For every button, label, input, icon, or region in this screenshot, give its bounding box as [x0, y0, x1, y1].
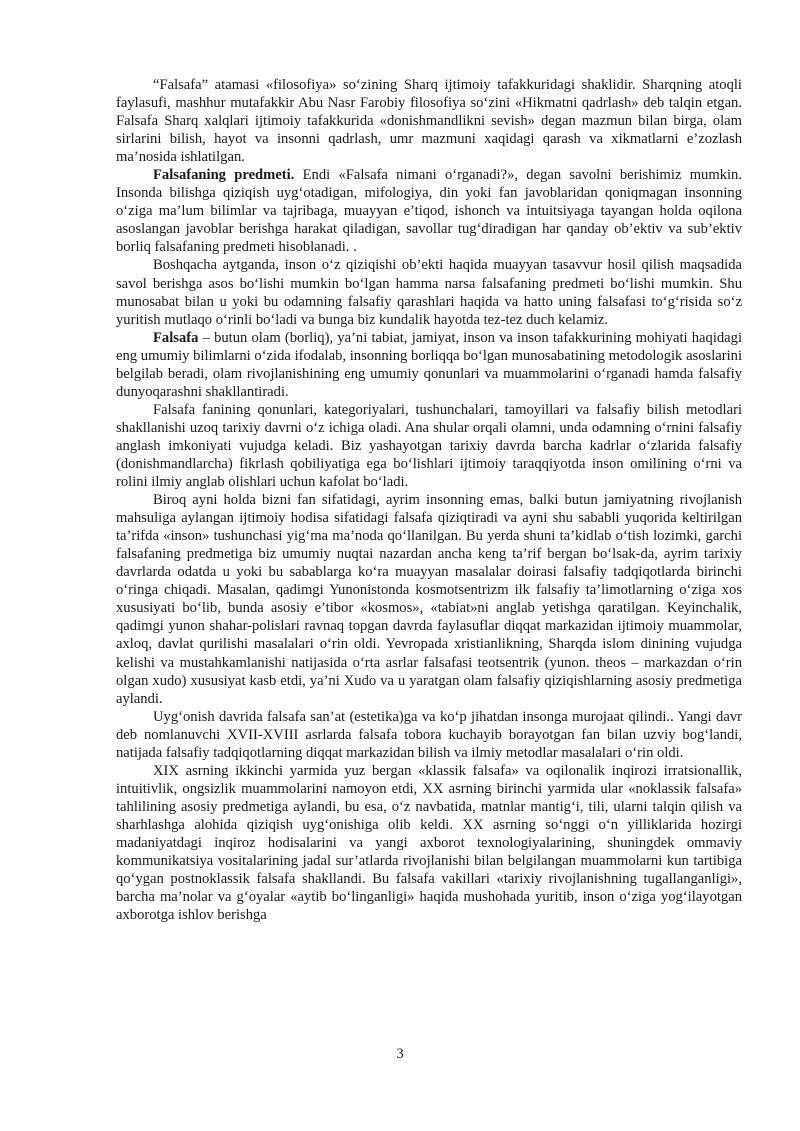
paragraph-7 [116, 708, 742, 762]
paragraph-8 [116, 762, 742, 924]
body-text [116, 76, 742, 924]
paragraph-2 [116, 166, 742, 256]
paragraph-8-text: XIX asrning ikkinchi yarmida yuz bergan «klassik falsafa» va oqilonalik inqirozi irratsionallik, intuitivlik, ongsizlik muammolarini namoyon etdi, XX asrning birinchi yarmida ular «noklassik falsafa» tahlilining asosiy predmetiga aylandi, bu esa, o‘z navbatida, matnlar mantig‘i, tili, ularni talqin qilish va sharhlashga alohida qiziqish uyg‘onishiga olib keldi. XX asrning so‘nggi o‘n yilliklarida hozirgi madaniyatdagi inqiroz hodisalarini va yangi axborot texnologiyalarining, shuningdek ommaviy kommunikatsiya vositalarining jadal sur’atlarda rivojlanishi bilan belgilangan muammolarni kun tartibiga qo‘ygan postnoklassik falsafa shakllandi. Bu falsafa vakillari «tarixiy rivojlanishning tugallanganligi», barcha ma’nolar va g‘oyalar «aytib bo‘linganligi» haqida mushohada yuritib, inson o‘ziga yog‘ilayotgan axborotga ishlov berishga [116, 762, 742, 924]
paragraph-5-text: Falsafa fanining qonunlari, kategoriyalari, tushunchalari, tamoyillari va falsafiy bilish metodlari shakllanishi uzoq tarixiy davrni o‘z ichiga oladi. Ana shular orqali olamni, unda odamning o‘rnini falsafiy anglash imkoniyati vujudga keladi. Biz yashayotgan tarixiy davrda barcha kadrlar o‘zlarida falsafiy (donishmandlarcha) fikrlash qobiliyatiga ega bo‘lishlari ijtimoiy taraqqiyotda inson omilining o‘rni va rolini ilmiy anglab olishlari uchun kafolat bo‘ladi. [116, 401, 742, 491]
paragraph-4-term: Falsafa [153, 329, 199, 346]
paragraph-3-text: Boshqacha aytganda, inson o‘z qiziqishi ob’ekti haqida muayyan tasavvur hosil qilish maqsadida savol berishga asos bo‘lishi mumkin bo‘lgan hamma narsa falsafaning predmeti bo‘lishi mumkin. Shu munosabat bilan u yoki bu odamning falsafiy qarashlari haqida va hatto uning falsafasi to‘g‘risida so‘z yuritish mutlaqo o‘rinli bo‘ladi va bunga biz kundalik hayotda tez-tez duch kelamiz. [116, 257, 742, 328]
paragraph-4-text: – butun olam (borliq), ya’ni tabiat, jamiyat, inson va inson tafakkurining mohiyati haqidagi eng umumiy bilimlarni o‘zida ifodalab, insonning borliqqa bo‘lgan munosabatining metodologik asoslarini belgilab beradi, olam rivojlanishining eng umumiy qonunlari va muammolarini o‘rganadi hamda falsafiy dunyoqarashni shakllantiradi. [116, 329, 742, 400]
paragraph-2-text: Endi «Falsafa nimani o‘rganadi?», degan savolni berishimiz mumkin. Insonda bilishga qiziqish uyg‘otadigan, mifologiya, din yoki fan javoblaridan qoniqmagan insonning o‘ziga ma’lum bilimlar va tajribaga, muayyan e’tiqod, ishonch va intuitsiyaga tayangan holda oqilona asoslangan javoblar berishga harakat qiladigan, savollar tug‘diradigan har qanday ob’ektiv va sub’ektiv borliq falsafaning predmeti hisoblanadi. . [116, 167, 742, 256]
paragraph-7-text: Uyg‘onish davrida falsafa san’at (estetika)ga va ko‘p jihatdan insonga murojaat qilindi.. Yangi davr deb nomlanuvchi XVII-XVIII asrlarda falsafa tobora kuchayib borayotgan fan bilan uzviy bog‘landi, natijada falsafiy tadqiqotlarning diqqat markazidan bilish va ilmiy metodlar masalalari o‘rin oldi. [116, 708, 742, 761]
paragraph-5 [116, 401, 742, 491]
page-number: 3 [396, 1046, 404, 1062]
paragraph-2-heading: Falsafaning predmeti. [153, 167, 295, 184]
paragraph-6-text: Biroq ayni holda bizni fan sifatidagi, ayrim insonning emas, balki butun jamiyatning rivojlanish mahsuliga aylangan ijtimoiy hodisa sifatidagi falsafa qiziqtiradi va ayni shu sababli yuqorida keltirilgan ta’rifda «inson» tushunchasi yig‘ma ma’noda qo‘llanilgan. Bu yerda shuni ta’kidlab o‘tish lozimki, garchi falsafaning predmetiga biz umumiy nuqtai nazardan ancha keng ta’rif bergan bo‘lsak-da, ayrim tarixiy davrlarda odatda u yoki bu sabablarga ko‘ra muayyan masalalar doirasi falsafiy tadqiqotlarda birinchi o‘ringa chiqadi. Masalan, qadimgi Yunonistonda kosmotsentrizm ilk falsafiy ta’limotlarning o‘ziga xos xususiyati bo‘lib, bunda asosiy e’tibor «kosmos», «tabiat»ni anglab yetishga qaratilgan. Keyinchalik, qadimgi yunon shahar-polislari ravnaq topgan davrda faylasuflar diqqat markazidan ijtimoiy muammolar, axloq, davlat qurilishi masalalari o‘rin oldi. Yevropada xristianlikning, Sharqda islom dinining vujudga kelishi va mustahkamlanishi natijasida o‘rta asrlar falsafasi teotsentrik (yunon. theos – markazdan o‘rin olgan xudo) xususiyat kasb etdi, ya’ni Xudo va u yaratgan olam falsafiy qiziqishlarning asosiy predmetiga aylandi. [116, 492, 742, 707]
paragraph-6 [116, 491, 742, 708]
paragraph-4 [116, 329, 742, 401]
paragraph-3 [116, 256, 742, 328]
paragraph-1-text: “Falsafa” atamasi «filosofiya» so‘zining Sharq ijtimoiy tafakkuridagi shaklidir. Sharqning atoqli faylasufi, mashhur mutafakkir Abu Nasr Farobiy filosofiya so‘zini «Hikmatni qadrlash» deb talqin etgan. Falsafa Sharq xalqlari ijtimoiy tafakkurida «donishmandlikni sevish» degan mazmun bilan birga, olam sirlarini bilish, hayot va insonni qadrlash, umr mazmuni xaqidagi qarash va xikmatlarni e’zozlash ma’nosida ishlatilgan. [116, 77, 742, 166]
paragraph-1 [116, 76, 742, 166]
